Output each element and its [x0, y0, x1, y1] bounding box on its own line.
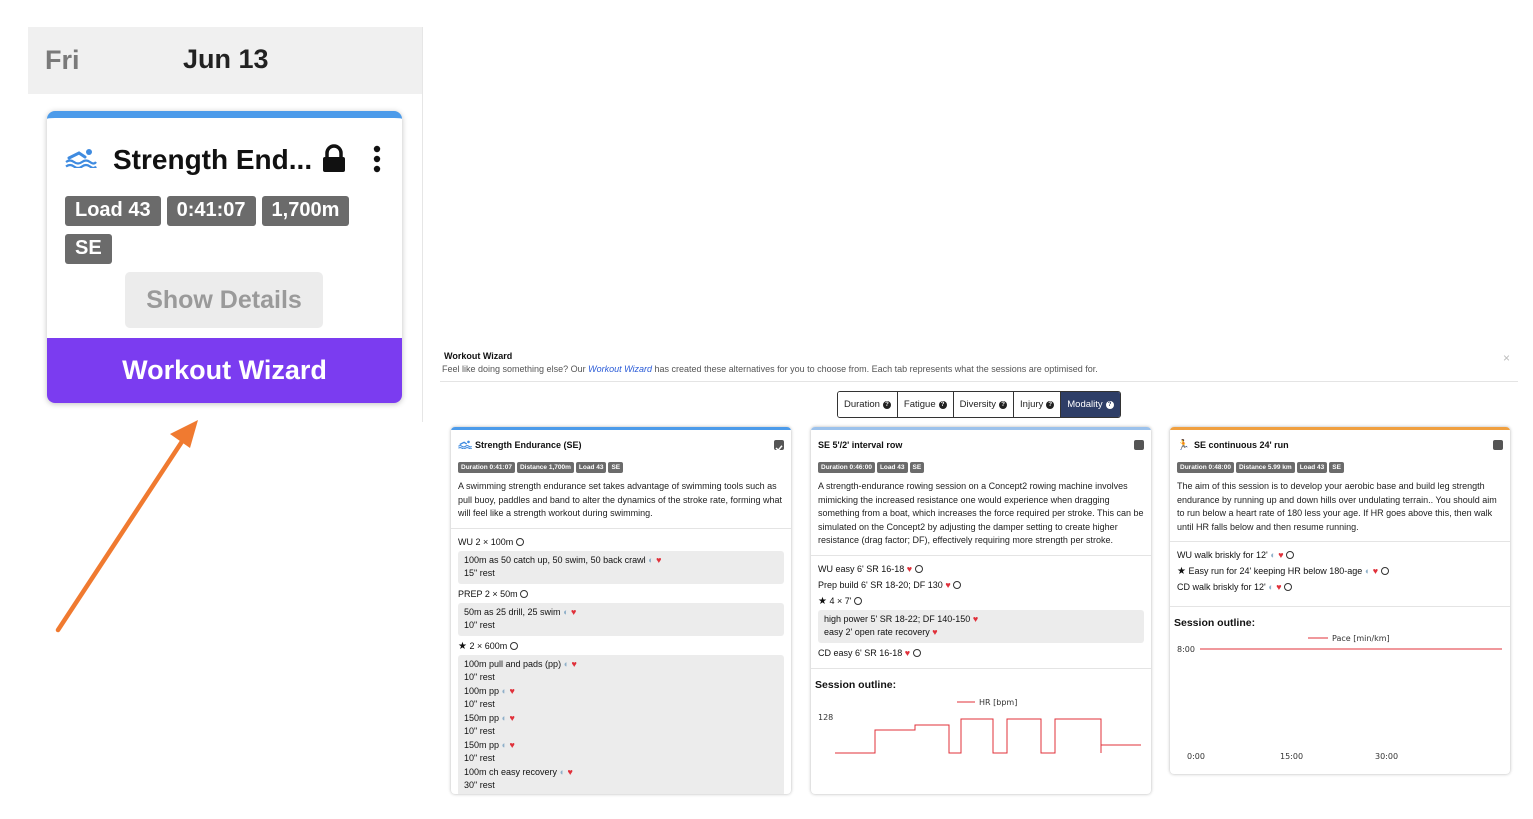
x-tick-label: 0:00 — [1187, 752, 1205, 761]
session-title — [458, 440, 582, 451]
session-title-text: Strength Endurance (SE) — [475, 440, 582, 450]
step-main — [458, 640, 784, 653]
step-line — [464, 658, 778, 672]
gauge-icon: ◐ — [563, 606, 569, 617]
step-label: CD walk briskly for 12' — [1177, 582, 1266, 592]
session-title — [1177, 440, 1289, 451]
type-badge: SE — [1329, 462, 1344, 473]
clock-icon — [854, 597, 862, 605]
x-tick-label: 30:00 — [1375, 752, 1399, 761]
modal-title: Workout Wizard — [444, 351, 513, 361]
run-icon: 🏃 — [1177, 440, 1190, 452]
gauge-icon: ◐ — [563, 658, 570, 669]
step-warmup — [1177, 549, 1503, 562]
step-detail-box — [458, 603, 784, 636]
help-icon: ? — [939, 401, 947, 409]
clock-icon — [1286, 551, 1294, 559]
y-tick-label: 8:00 — [1177, 645, 1195, 654]
workout-wizard-modal — [440, 342, 1520, 794]
tab-label: Fatigue — [903, 399, 936, 410]
tab-duration[interactable] — [838, 392, 898, 417]
duration-badge: Duration 0:46:00 — [818, 462, 875, 473]
type-badge: SE — [910, 462, 925, 473]
step-line-text: 100m pull and pads (pp) — [464, 658, 562, 669]
session-card-row[interactable] — [811, 427, 1151, 794]
step-label: 4 × 7' — [829, 595, 852, 606]
help-icon: ? — [883, 401, 891, 409]
distance-badge: 1,700m — [262, 196, 350, 226]
step-prep — [818, 579, 1144, 592]
workout-wizard-button[interactable]: Workout Wizard — [47, 338, 402, 403]
step-cooldown — [1177, 581, 1503, 594]
heart-icon: ♥ — [972, 613, 979, 624]
heart-icon: ♥ — [932, 627, 938, 637]
clock-icon — [953, 581, 961, 589]
gauge-icon: ◐ — [1268, 582, 1274, 592]
step-line — [824, 613, 1138, 627]
session-title-text: SE continuous 24' run — [1194, 440, 1289, 450]
heart-icon: ♥ — [1372, 566, 1379, 576]
session-card-run[interactable] — [1170, 427, 1510, 774]
x-tick-label: 15:00 — [1280, 752, 1304, 761]
tab-modality[interactable] — [1061, 392, 1119, 417]
session-outline-title: Session outline: — [1174, 617, 1256, 629]
step-label: WU walk briskly for 12' — [1177, 550, 1268, 560]
clock-icon — [510, 642, 518, 650]
session-steps — [451, 529, 791, 795]
heart-icon: ♥ — [945, 579, 951, 590]
type-badge: SE — [608, 462, 623, 473]
duration-badge: 0:41:07 — [167, 196, 256, 226]
session-card-swim[interactable] — [451, 427, 791, 794]
step-warmup — [458, 536, 784, 549]
step-label: PREP 2 × 50m — [458, 588, 518, 599]
subtitle-text-end: has created these alternatives for you to choose from. Each tab represents what the sessions are optimised for. — [652, 364, 1098, 374]
load-badge: Load 43 — [1297, 462, 1328, 473]
gauge-icon: ◐ — [559, 766, 565, 777]
select-checkbox[interactable] — [1134, 440, 1144, 450]
clock-icon — [1284, 583, 1292, 591]
step-line-text: 150m pp — [464, 712, 500, 723]
gauge-icon: ◐ — [501, 739, 507, 750]
tab-injury[interactable] — [1014, 392, 1061, 417]
tab-label: Injury — [1020, 399, 1044, 410]
swim-icon — [458, 440, 472, 451]
session-header — [451, 430, 791, 462]
session-description: A swimming strength endurance set takes advantage of swimming tools such as pull buoy, paddles and band to alter the dynamics of the stroke rate, forming what will feel like a strength workout during swimming. — [458, 481, 783, 518]
gauge-icon: ◐ — [1270, 550, 1276, 560]
heart-icon: ♥ — [1276, 582, 1282, 592]
type-badge: SE — [65, 234, 112, 264]
heart-icon: ♥ — [904, 647, 911, 658]
session-steps — [811, 556, 1151, 666]
heart-icon: ♥ — [571, 606, 577, 617]
subtitle-text: Feel like doing something else? Our — [442, 364, 589, 374]
gauge-icon: ◐ — [1364, 566, 1371, 576]
tab-label: Duration — [844, 399, 880, 410]
step-line: 30" rest — [464, 780, 495, 790]
clock-icon — [516, 538, 524, 546]
distance-badge: Distance 1,700m — [517, 462, 574, 473]
heart-icon: ♥ — [1278, 550, 1284, 560]
session-title — [818, 440, 902, 450]
load-badge: Load 43 — [877, 462, 908, 473]
workout-wizard-link[interactable]: Workout Wizard — [588, 364, 653, 374]
step-line — [824, 626, 1138, 640]
hr-outline-chart — [811, 695, 1151, 765]
tab-label: Diversity — [959, 399, 997, 410]
heart-icon: ♥ — [571, 658, 577, 669]
step-detail-box — [818, 610, 1144, 643]
star-icon: ★ — [1177, 566, 1186, 577]
clock-icon — [915, 565, 923, 573]
session-description: A strength-endurance rowing session on a Concept2 rowing machine involves mimicking the increased resistance one would experience when dragging something from a boat, which increases the force required per stroke. This can be simulated on the Concept2 by adjusting the damper setting to create higher resistance (drag factor; DF), effectively requiring more strength per stroke. — [818, 481, 1144, 545]
legend-label: HR [bpm] — [979, 697, 1018, 707]
step-line-text: 150m pp — [464, 739, 500, 750]
step-detail-box — [458, 655, 784, 795]
load-badge: Load 43 — [65, 196, 161, 226]
step-line: 10" rest — [464, 672, 495, 682]
heart-icon: ♥ — [509, 712, 515, 723]
step-line-text: 50m as 25 drill, 25 swim — [464, 606, 561, 617]
tab-fatigue[interactable] — [898, 392, 954, 417]
step-label: WU easy 6' SR 16-18 — [818, 563, 905, 574]
step-line: 10" rest — [464, 753, 495, 763]
step-line-text: 100m as 50 catch up, 50 swim, 50 back crawl — [464, 554, 646, 565]
step-detail-box — [458, 551, 784, 584]
heart-icon: ♥ — [509, 685, 515, 696]
step-line — [464, 554, 778, 568]
close-icon[interactable]: × — [1503, 351, 1511, 365]
step-line — [464, 606, 778, 620]
clock-icon — [520, 590, 528, 598]
step-line-text: high power 5' SR 18-22; DF 140-150 — [824, 613, 971, 624]
step-line — [464, 712, 778, 726]
divider — [811, 668, 1151, 669]
tab-label: Modality — [1067, 399, 1103, 410]
workout-card-title: Strength End... — [113, 144, 313, 175]
pace-outline-chart — [1170, 633, 1510, 774]
step-main — [818, 595, 1144, 608]
heart-icon: ♥ — [656, 554, 662, 565]
step-label: 2 × 600m — [469, 640, 508, 651]
calendar-weekday: Fri — [45, 45, 80, 75]
step-prep — [458, 588, 784, 601]
step-cooldown — [818, 647, 1144, 660]
load-badge: Load 43 — [576, 462, 607, 473]
session-header — [811, 430, 1151, 462]
step-label: Easy run for 24' keeping HR below 180-age — [1188, 566, 1363, 576]
step-line: 10" rest — [464, 620, 495, 630]
step-line — [464, 685, 778, 699]
step-main — [1177, 565, 1503, 578]
legend-label: Pace [min/km] — [1332, 634, 1390, 643]
gauge-icon: ◐ — [501, 685, 507, 696]
select-checkbox[interactable] — [1493, 440, 1503, 450]
hr-series-line — [835, 719, 1141, 753]
session-outline-title: Session outline: — [815, 678, 897, 691]
step-line-text: easy 2' open rate recovery — [824, 627, 930, 637]
step-line: 15" rest — [464, 568, 495, 578]
clock-icon — [913, 649, 921, 657]
session-tags — [811, 462, 1151, 476]
gauge-icon: ◐ — [501, 712, 507, 723]
heart-icon: ♥ — [906, 563, 913, 574]
step-warmup — [818, 563, 1144, 576]
modal-subtitle — [442, 364, 1098, 374]
tab-diversity[interactable] — [954, 392, 1014, 417]
help-icon: ? — [1106, 401, 1114, 409]
optimisation-tabs — [837, 391, 1121, 418]
step-line: 10" rest — [464, 726, 495, 736]
divider — [440, 381, 1518, 382]
step-line — [464, 766, 778, 780]
show-details-button[interactable]: Show Details — [125, 272, 323, 328]
step-label: Prep build 6' SR 18-20; DF 130 — [818, 579, 943, 590]
heart-icon: ♥ — [567, 766, 573, 777]
clock-icon — [1381, 567, 1389, 575]
session-header — [1170, 430, 1510, 462]
duration-badge: Duration 0:48:00 — [1177, 462, 1234, 473]
step-line — [464, 739, 778, 753]
session-description: The aim of this session is to develop your aerobic base and build leg strength endurance by running up and down hills over undulating terrain.. You should aim to run below a heart rate of 180 less your age. If HR goes above this, then walk until HR falls below and then resume running. — [1177, 481, 1497, 532]
duration-badge: Duration 0:41:07 — [458, 462, 515, 473]
step-line-text: 100m pp — [464, 685, 500, 696]
session-steps — [1170, 542, 1510, 600]
step-label: WU 2 × 100m — [458, 536, 514, 547]
star-icon: ★ — [458, 640, 467, 652]
help-icon: ? — [1046, 401, 1054, 409]
calendar-date: Jun 13 — [183, 44, 269, 74]
gauge-icon: ◐ — [648, 554, 654, 565]
session-title-text: SE 5'/2' interval row — [818, 440, 903, 450]
star-icon: ★ — [818, 595, 827, 607]
help-icon: ? — [999, 401, 1007, 409]
divider — [1170, 606, 1510, 607]
y-tick-label: 128 — [818, 712, 834, 722]
step-label: CD easy 6' SR 16-18 — [818, 647, 903, 658]
heart-icon: ♥ — [509, 739, 515, 750]
distance-badge: Distance 5.99 km — [1236, 462, 1295, 473]
step-line: 10" rest — [464, 699, 495, 709]
step-line-text: 100m ch easy recovery — [464, 766, 558, 777]
select-checkbox-checked[interactable] — [774, 440, 784, 450]
session-tags — [1170, 462, 1510, 476]
session-tags — [451, 462, 791, 476]
